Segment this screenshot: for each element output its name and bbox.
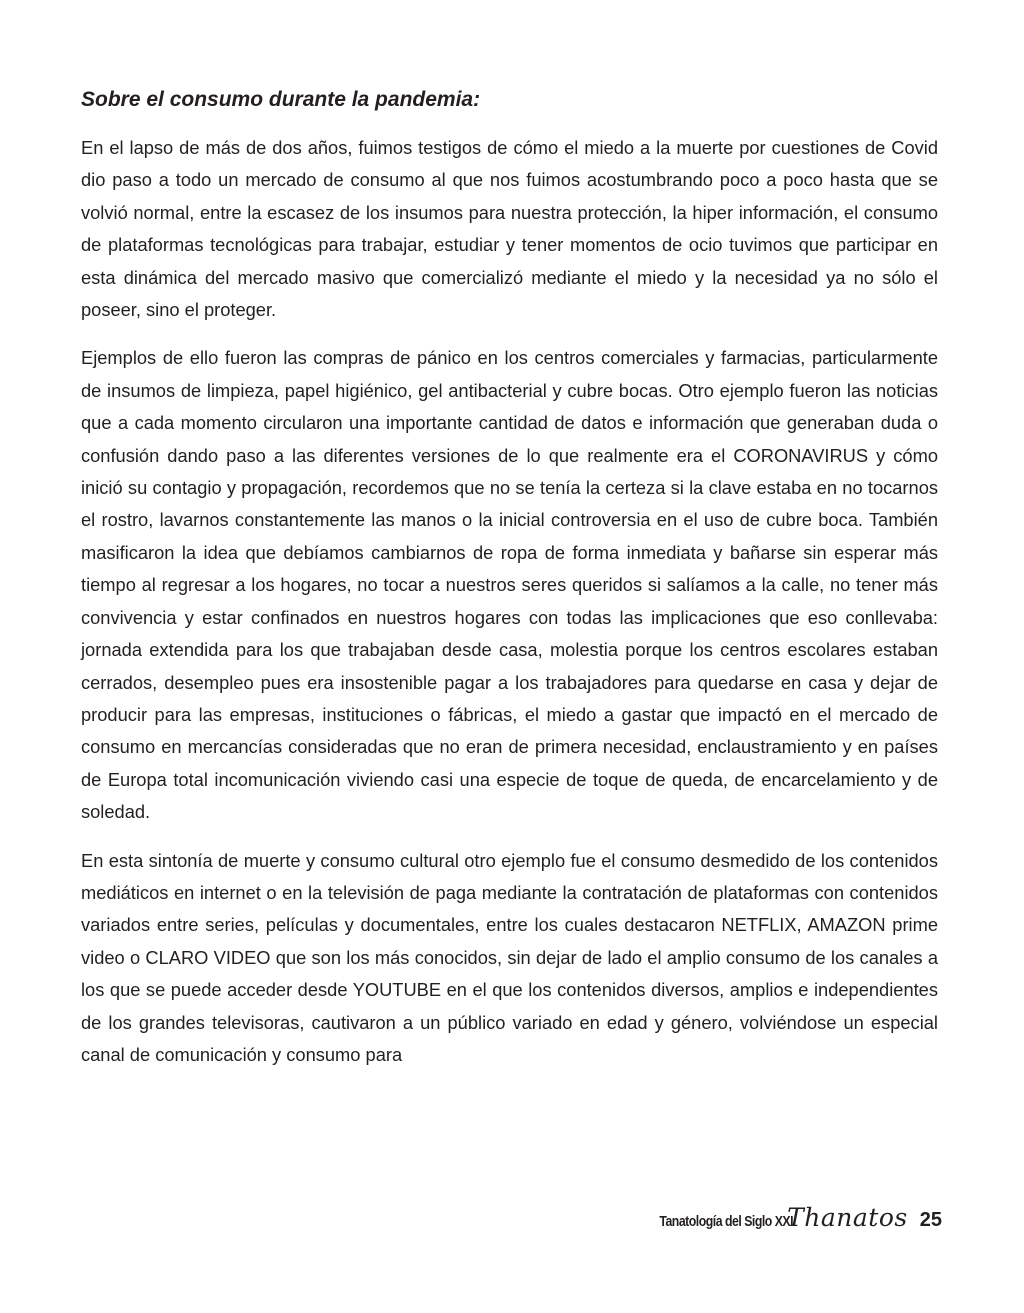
page-number: 25 xyxy=(919,1209,942,1231)
journal-series-name: Tanatología del Siglo XXI xyxy=(659,1213,794,1230)
thanatos-logo: Thanatos xyxy=(787,1203,908,1232)
page-footer xyxy=(630,1203,942,1239)
paragraph-1: En el lapso de más de dos años, fuimos testigos de cómo el miedo a la muerte por cuestiones de Covid dio paso a todo un mercado de consumo al que nos fuimos acostumbrando poco a poco hasta que se volvió normal, entre la escasez de los insumos para nuestra protección, la hiper información, el consumo de plataformas tecnológicas para trabajar, estudiar y tener momentos de ocio tuvimos que participar en esta dinámica del mercado masivo que comercializó mediante el miedo y la necesidad ya no sólo el poseer, sino el proteger. xyxy=(81,137,938,321)
paragraph-3: En esta sintonía de muerte y consumo cultural otro ejemplo fue el consumo desmedido de los contenidos mediáticos en internet o en la televisión de paga mediante la contratación de plataformas con contenidos variados entre series, películas y documentales, entre los cuales destacaron NETFLIX, AMAZON prime video o CLARO VIDEO que son los más conocidos, sin dejar de lado el amplio consumo de los canales a los que se puede acceder desde YOUTUBE en el que los contenidos diversos, amplios e independientes de los grandes televisoras, cautivaron a un público variado en edad y género, volviéndose un especial canal de comunicación y consumo para xyxy=(81,849,938,1065)
paragraph-2: Ejemplos de ello fueron las compras de pánico en los centros comerciales y farmacias, particularmente de insumos de limpieza, papel higiénico, gel antibacterial y cubre bocas. Otro ejemplo fueron las noticias que a cada momento circularon una importante cantidad de datos e información que generaban duda o confusión dando paso a las diferentes versiones de lo que realmente era el CORONAVIRUS y cómo inició su contagio y propagación, recordemos que no se tenía la certeza si la clave estaba en no tocarnos el rostro, lavarnos constantemente las manos o la inicial controversia en el uso de cubre boca. También masificaron la idea que debíamos cambiarnos de ropa de forma inmediata y bañarse sin esperar más tiempo al regresar a los hogares, no tocar a nuestros seres queridos si salíamos a la calle, no tener más convivencia y estar confinados en nuestros hogares con todas las implicaciones que eso conllevaba: jornada extendida para los que trabajaban desde casa, molestia porque los centros escolares estaban cerrados, desempleo pues era insostenible pagar a los trabajadores para quedarse en casa y dejar de producir para las empresas, instituciones o fábricas, el miedo a gastar que impactó en el mercado de consumo en mercancías consideradas que no eran de primera necesidad, enclaustramiento y en países de Europa total incomunicación viviendo casi una especie de toque de queda, de encarcelamiento y de soledad. xyxy=(81,347,938,823)
body-text xyxy=(81,132,938,1087)
section-heading: Sobre el consumo durante la pandemia: xyxy=(81,88,481,111)
